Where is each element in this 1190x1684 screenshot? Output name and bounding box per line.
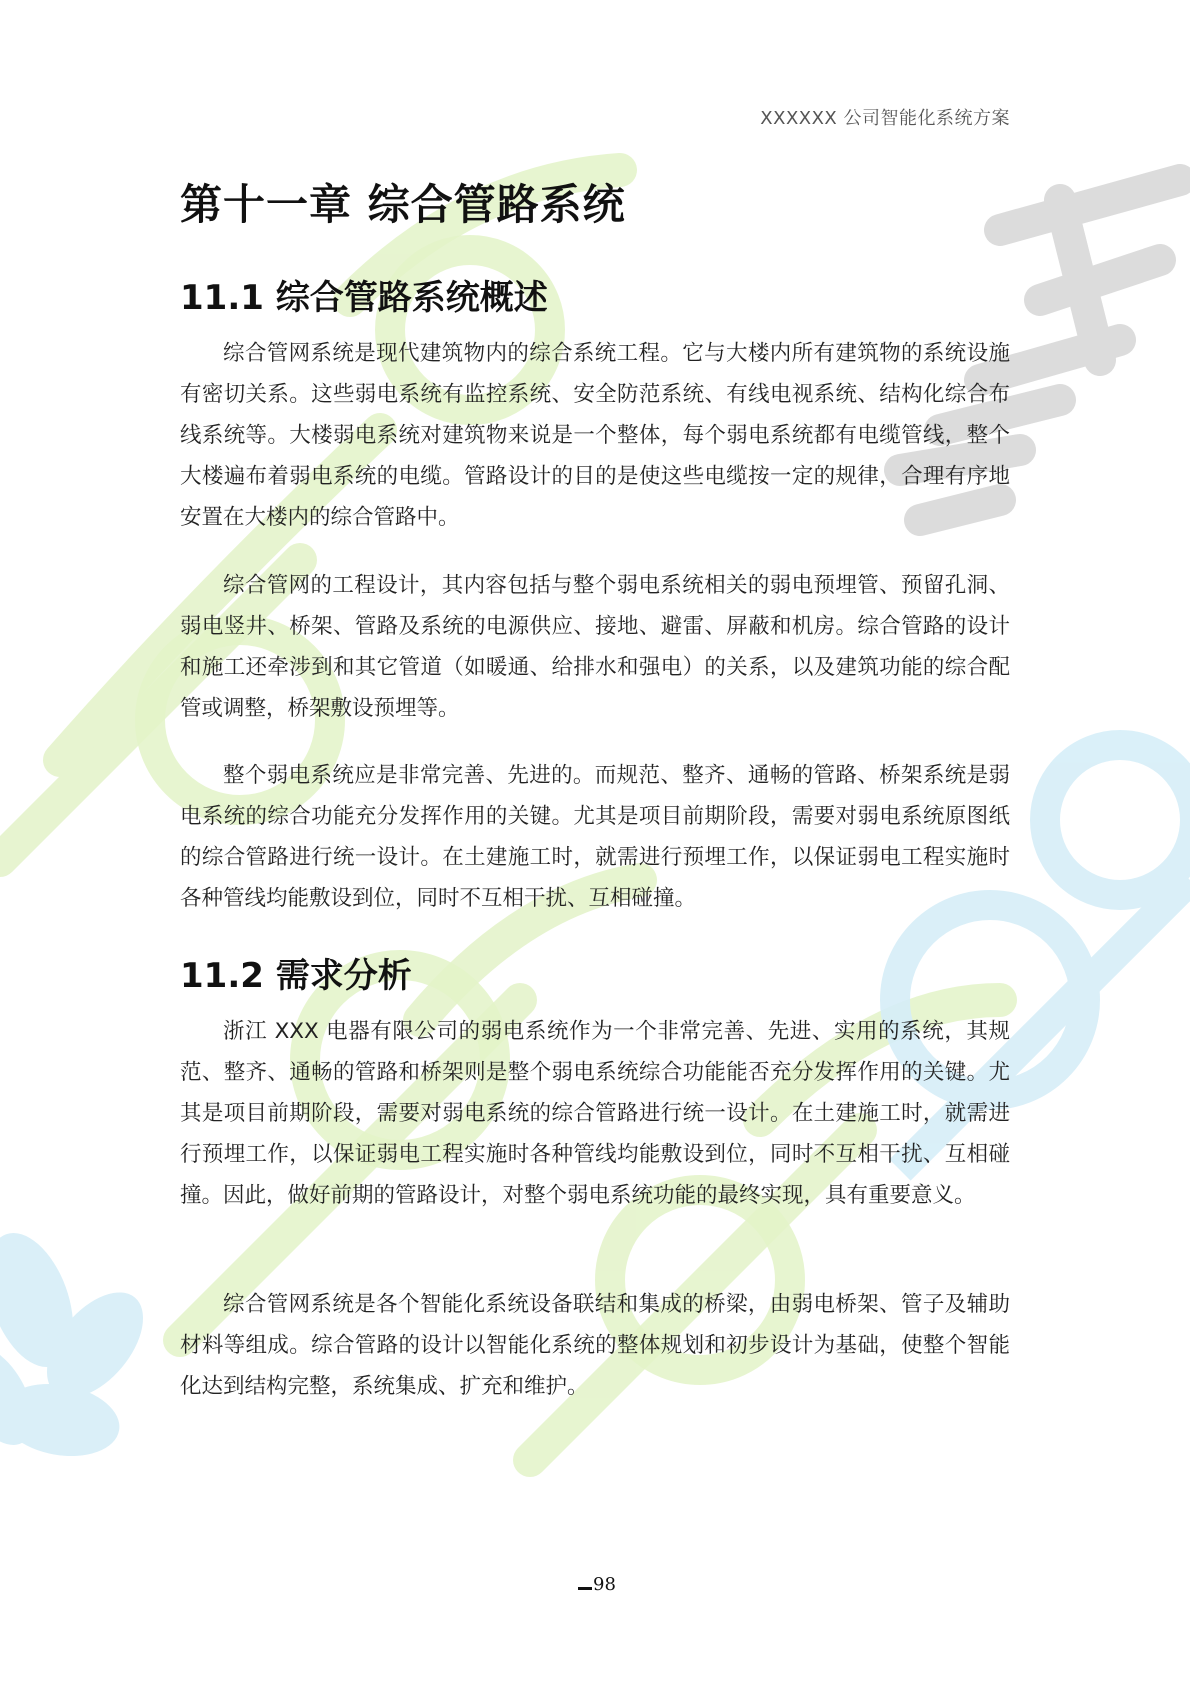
page-number-dash [578,1587,592,1590]
page-header: XXXXXX 公司智能化系统方案 [760,108,1010,129]
paragraph: 整个弱电系统应是非常完善、先进的。而规范、整齐、通畅的管路、桥架系统是弱电系统的综合功能充分发挥作用的关键。尤其是项目前期阶段，需要对弱电系统原图纸的综合管路进行统一设计。在土建施工时，就需进行预埋工作，以保证弱电工程实施时各种管线均能敷设到位，同时不互相干扰、互相碰撞。 [180,763,1010,911]
paragraph: 浙江 XXX 电器有限公司的弱电系统作为一个非常完善、先进、实用的系统，其规范、整齐、通畅的管路和桥架则是整个弱电系统综合功能能否充分发挥作用的关键。尤其是项目前期阶段，需要对弱电系统的综合管路进行统一设计。在土建施工时，就需进行预埋工作，以保证弱电工程实施时各种管线均能敷设到位，同时不互相干扰、互相碰撞。因此，做好前期的管路设计，对整个弱电系统功能的最终实现，具有重要意义。 [180,1019,1010,1208]
paragraph: 综合管网的工程设计，其内容包括与整个弱电系统相关的弱电预埋管、预留孔洞、弱电竖井、桥架、管路及系统的电源供应、接地、避雷、屏蔽和机房。综合管路的设计和施工还牵涉到和其它管道（如暖通、给排水和强电）的关系，以及建筑功能的综合配管或调整，桥架敷设预埋等。 [180,573,1010,721]
page-number-value: 98 [593,1574,616,1595]
page-number [578,1574,616,1595]
paragraph: 综合管网系统是各个智能化系统设备联结和集成的桥梁，由弱电桥架、管子及辅助材料等组成。综合管路的设计以智能化系统的整体规划和初步设计为基础，使整个智能化达到结构完整，系统集成、扩充和维护。 [180,1292,1010,1399]
section-title-11-1: 11.1 综合管路系统概述 [180,278,548,318]
section-title-11-2: 11.2 需求分析 [180,956,412,996]
chapter-title: 第十一章 综合管路系统 [180,180,626,229]
paragraph: 综合管网系统是现代建筑物内的综合系统工程。它与大楼内所有建筑物的系统设施有密切关系。这些弱电系统有监控系统、安全防范系统、有线电视系统、结构化综合布线系统等。大楼弱电系统对建筑物来说是一个整体，每个弱电系统都有电缆管线，整个大楼遍布着弱电系统的电缆。管路设计的目的是使这些电缆按一定的规律，合理有序地安置在大楼内的综合管路中。 [180,341,1010,530]
